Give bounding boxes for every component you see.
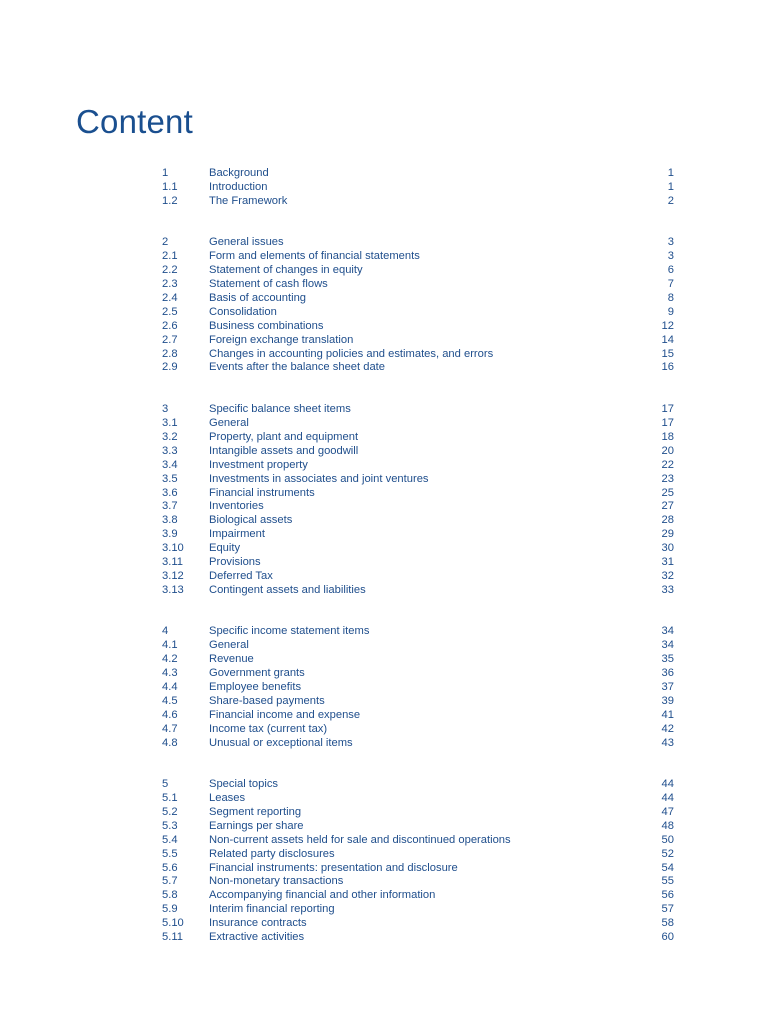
toc-page-number: 50 — [661, 833, 674, 846]
toc-entry-row[interactable] — [162, 584, 674, 598]
toc-page-number: 34 — [661, 625, 674, 638]
toc-page-number: 60 — [661, 931, 674, 944]
toc-entry-number: 3.11 — [162, 555, 183, 568]
toc-entry-number: 4.7 — [162, 722, 178, 735]
toc-entry-number: 5.4 — [162, 833, 178, 846]
toc-entry-number: 4.2 — [162, 653, 178, 666]
toc-entry-number: 3.7 — [162, 500, 178, 513]
toc-page-number: 14 — [661, 333, 674, 346]
toc-entry-title: Business combinations — [209, 319, 324, 332]
toc-page-number: 56 — [661, 889, 674, 902]
toc-entry-number: 3.12 — [162, 569, 184, 582]
toc-entry-number: 2.6 — [162, 319, 178, 332]
toc-entry-number: 1.1 — [162, 180, 178, 193]
toc-entry-row[interactable] — [162, 473, 674, 487]
toc-page-number: 35 — [661, 653, 674, 666]
toc-page-number: 36 — [661, 667, 674, 680]
toc-entry-title: Leases — [209, 792, 246, 805]
toc-entry-title: Foreign exchange translation — [209, 333, 354, 346]
toc-page-number: 31 — [661, 555, 674, 568]
toc-entry-title: Share-based payments — [209, 694, 325, 707]
toc-entry-row[interactable] — [162, 570, 674, 584]
toc-page-number: 54 — [661, 861, 674, 874]
toc-entry-row[interactable] — [162, 875, 674, 889]
toc-page-number: 47 — [661, 806, 674, 819]
toc-entry-number: 2.1 — [162, 250, 178, 263]
toc-entry-title: Specific balance sheet items — [209, 403, 351, 416]
toc-entry-row[interactable] — [162, 431, 674, 445]
toc-entry-row[interactable] — [162, 348, 674, 362]
toc-entry-number: 3.6 — [162, 486, 178, 499]
toc-entry-row[interactable] — [162, 806, 674, 820]
toc-entry-row[interactable] — [162, 834, 674, 848]
toc-entry-title: Employee benefits — [209, 681, 302, 693]
toc-page-number: 3 — [667, 236, 674, 249]
toc-entry-title: Earnings per share — [209, 819, 304, 832]
toc-entry-row[interactable] — [162, 250, 674, 264]
toc-entry-title: Unusual or exceptional items — [209, 736, 353, 749]
toc-entry-number: 3.9 — [162, 528, 178, 541]
toc-entry-number: 2 — [162, 236, 169, 249]
toc-entry-row[interactable] — [162, 487, 674, 501]
toc-entry-title: Financial income and expense — [209, 708, 361, 721]
toc-entry-number: 2.2 — [162, 264, 178, 277]
toc-entry-title: Intangible assets and goodwill — [209, 444, 359, 457]
toc-page-number: 2 — [667, 194, 674, 207]
toc-entry-title: General — [209, 639, 249, 652]
toc-entry-title: Financial instruments — [209, 486, 315, 499]
toc-entry-title: Impairment — [209, 528, 265, 541]
toc-page-number: 58 — [661, 917, 674, 930]
toc-entry-title: Specific income statement items — [209, 625, 370, 638]
toc-entry-number: 5.8 — [162, 889, 178, 902]
toc-entry-title: Non-current assets held for sale and discontinued operations — [209, 833, 511, 846]
toc-entry-row[interactable] — [162, 709, 674, 723]
toc-page-number: 18 — [661, 430, 674, 443]
toc-page-number: 33 — [661, 583, 674, 596]
toc-entry-title: Statement of cash flows — [209, 278, 328, 291]
toc-entry-number: 3.10 — [162, 542, 184, 555]
toc-page-number: 6 — [667, 264, 674, 277]
toc-entry-title: Contingent assets and liabilities — [209, 583, 366, 596]
toc-entry-row[interactable] — [162, 459, 674, 473]
toc-entry-row[interactable] — [162, 667, 674, 681]
toc-page-number: 57 — [661, 903, 674, 916]
toc-chapter-row[interactable] — [162, 403, 674, 417]
toc-entry-number: 4.5 — [162, 694, 178, 707]
toc-entry-row[interactable] — [162, 181, 674, 195]
toc-entry-title: Financial instruments: presentation and disclosure — [209, 861, 458, 874]
toc-entry-title: Income tax (current tax) — [209, 722, 328, 735]
toc-section — [162, 167, 674, 209]
toc-entry-number: 3 — [162, 403, 169, 416]
toc-entry-number: 5.6 — [162, 861, 178, 874]
toc-page-number: 3 — [667, 250, 674, 263]
toc-entry-number: 5.3 — [162, 819, 178, 832]
toc-section — [162, 625, 674, 750]
toc-entry-row[interactable] — [162, 931, 674, 945]
toc-entry-title: Segment reporting — [209, 806, 302, 819]
toc-chapter-row[interactable] — [162, 236, 674, 250]
toc-entry-title: Deferred Tax — [209, 569, 273, 582]
toc-chapter-row[interactable] — [162, 625, 674, 639]
toc-entry-title: Related party disclosures — [209, 847, 335, 860]
toc-entry-title: Non-monetary transactions — [209, 875, 344, 888]
toc-page-number: 25 — [661, 486, 674, 499]
toc-entry-number: 5.7 — [162, 875, 178, 888]
toc-entry-row[interactable] — [162, 264, 674, 278]
toc-entry-row[interactable] — [162, 737, 674, 751]
toc-entry-title: Events after the balance sheet date — [209, 361, 386, 374]
toc-entry-number: 1.2 — [162, 194, 178, 207]
toc-entry-row[interactable] — [162, 903, 674, 917]
toc-entry-row[interactable] — [162, 889, 674, 903]
toc-entry-row[interactable] — [162, 195, 674, 209]
toc-entry-title: Inventories — [209, 500, 264, 513]
toc-entry-row[interactable] — [162, 500, 674, 514]
toc-entry-title: Basis of accounting — [209, 292, 307, 305]
toc-entry-number: 3.3 — [162, 444, 178, 457]
toc-page-number: 41 — [661, 708, 674, 721]
toc-page-number: 9 — [667, 305, 674, 318]
toc-entry-row[interactable] — [162, 514, 674, 528]
toc-page-number: 23 — [661, 472, 674, 485]
toc-page-number: 29 — [661, 528, 674, 541]
toc-entry-row[interactable] — [162, 306, 674, 320]
toc-entry-number: 2.7 — [162, 333, 178, 346]
toc-entry-row[interactable] — [162, 848, 674, 862]
toc-entry-number: 3.5 — [162, 472, 178, 485]
toc-page-number: 44 — [661, 778, 674, 791]
toc-entry-number: 5 — [162, 778, 169, 791]
toc-page-number: 12 — [661, 319, 674, 332]
toc-page-number: 7 — [667, 278, 674, 291]
toc-entry-row[interactable] — [162, 292, 674, 306]
toc-entry-title: Form and elements of financial statements — [209, 250, 420, 263]
toc-chapter-row[interactable] — [162, 778, 674, 792]
toc-entry-number: 2.5 — [162, 305, 178, 318]
toc-entry-title: Equity — [209, 542, 241, 555]
toc-entry-number: 4.6 — [162, 708, 178, 721]
toc-entry-row[interactable] — [162, 556, 674, 570]
toc-entry-number: 3.13 — [162, 583, 184, 596]
toc-entry-title: Introduction — [209, 180, 268, 193]
toc-entry-row[interactable] — [162, 792, 674, 806]
toc-entry-number: 5.1 — [162, 792, 178, 805]
toc-page-number: 28 — [661, 514, 674, 527]
toc-page-number: 55 — [661, 875, 674, 888]
toc-entry-number: 2.3 — [162, 278, 178, 291]
toc-entry-row[interactable] — [162, 334, 674, 348]
toc-entry-number: 3.8 — [162, 514, 178, 527]
toc-entry-number: 5.5 — [162, 847, 178, 860]
toc-page-number: 34 — [661, 639, 674, 652]
toc-entry-row[interactable] — [162, 278, 674, 292]
toc-entry-row[interactable] — [162, 723, 674, 737]
toc-page-number: 30 — [661, 542, 674, 555]
toc-entry-row[interactable] — [162, 695, 674, 709]
toc-entry-number: 3.4 — [162, 458, 178, 471]
toc-page-number: 39 — [661, 694, 674, 707]
toc-entry-number: 1 — [162, 167, 169, 179]
toc-section — [162, 778, 674, 945]
toc-entry-row[interactable] — [162, 820, 674, 834]
toc-page-number: 44 — [661, 792, 674, 805]
toc-entry-number: 2.8 — [162, 347, 178, 360]
toc-entry-title: General — [209, 417, 249, 430]
toc-page-number: 20 — [661, 444, 674, 457]
toc-entry-title: Special topics — [209, 778, 279, 791]
toc-entry-number: 5.2 — [162, 806, 178, 819]
toc-page-number: 52 — [661, 847, 674, 860]
toc-page-number: 17 — [661, 417, 674, 430]
toc-entry-number: 3.1 — [162, 417, 178, 430]
toc-entry-row[interactable] — [162, 681, 674, 695]
toc-page-number: 22 — [661, 458, 674, 471]
toc-page-number: 48 — [661, 819, 674, 832]
toc-entry-title: The Framework — [209, 194, 288, 207]
toc-entry-title: Investments in associates and joint ventures — [209, 472, 429, 485]
toc-entry-row[interactable] — [162, 542, 674, 556]
toc-chapter-row[interactable] — [162, 167, 674, 181]
toc-page-number: 8 — [667, 292, 674, 305]
toc-page-number: 27 — [661, 500, 674, 513]
toc-entry-title: Extractive activities — [209, 931, 305, 944]
toc-entry-number: 5.10 — [162, 917, 184, 930]
toc-entry-row[interactable] — [162, 361, 674, 375]
toc-page-number: 43 — [661, 736, 674, 749]
toc-page-number: 15 — [661, 347, 674, 360]
toc-entry-title: Provisions — [209, 555, 261, 568]
toc-entry-number: 4.3 — [162, 667, 178, 680]
toc-page-number: 16 — [661, 361, 674, 374]
toc-entry-number: 5.9 — [162, 903, 178, 916]
toc-entry-number: 5.11 — [162, 931, 183, 944]
toc-page-number: 32 — [661, 569, 674, 582]
toc-page-number: 37 — [661, 681, 674, 693]
toc-section — [162, 236, 674, 375]
toc-entry-row[interactable] — [162, 639, 674, 653]
toc-entry-title: Background — [209, 167, 269, 179]
toc-entry-row[interactable] — [162, 653, 674, 667]
toc-entry-number: 4.8 — [162, 736, 178, 749]
table-of-contents — [162, 167, 674, 945]
toc-entry-title: Revenue — [209, 653, 254, 666]
toc-entry-row[interactable] — [162, 445, 674, 459]
toc-entry-row[interactable] — [162, 528, 674, 542]
toc-entry-number: 4.4 — [162, 681, 178, 693]
toc-entry-title: Interim financial reporting — [209, 903, 335, 916]
toc-entry-row[interactable] — [162, 417, 674, 431]
toc-entry-title: Statement of changes in equity — [209, 264, 363, 277]
toc-page-number: 1 — [667, 167, 674, 179]
toc-page-number: 17 — [661, 403, 674, 416]
toc-entry-title: Biological assets — [209, 514, 293, 527]
toc-entry-number: 2.4 — [162, 292, 178, 305]
toc-page-number: 42 — [661, 722, 674, 735]
toc-entry-title: Consolidation — [209, 305, 277, 318]
toc-entry-row[interactable] — [162, 917, 674, 931]
toc-section — [162, 403, 674, 597]
toc-entry-title: Accompanying financial and other information — [209, 889, 436, 902]
toc-page-number: 1 — [667, 180, 674, 193]
toc-entry-title: Government grants — [209, 667, 305, 680]
toc-entry-title: Changes in accounting policies and estimates, and errors — [209, 347, 494, 360]
toc-entry-title: Investment property — [209, 458, 308, 471]
toc-entry-number: 2.9 — [162, 361, 178, 374]
toc-entry-title: Property, plant and equipment — [209, 430, 359, 443]
toc-entry-title: General issues — [209, 236, 284, 249]
toc-entry-row[interactable] — [162, 862, 674, 876]
toc-entry-title: Insurance contracts — [209, 917, 307, 930]
toc-entry-row[interactable] — [162, 320, 674, 334]
toc-entry-number: 3.2 — [162, 430, 178, 443]
page-title: Content — [76, 103, 193, 140]
toc-entry-number: 4 — [162, 625, 169, 638]
toc-entry-number: 4.1 — [162, 639, 178, 652]
